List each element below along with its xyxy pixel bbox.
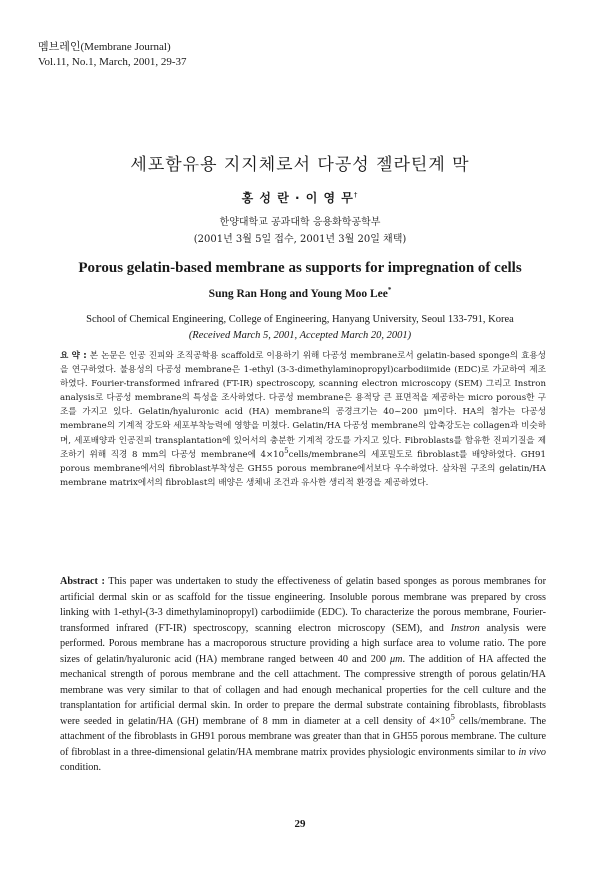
english-abstract-unit: μm <box>390 653 403 665</box>
journal-name: 멤브레인(Membrane Journal) <box>38 41 171 53</box>
korean-authors <box>0 189 600 206</box>
english-affiliation: School of Chemical Engineering, College of Engineering, Hanyang University, Seoul 133-791, Korea <box>86 314 514 325</box>
english-abstract-text-1: This paper was undertaken to study the effectiveness of gelatin based sponges as porous membranes for artificial dermal skin or as scaffold for the tissue engineering. Insoluble porous membrane was prepared by cross linking with 1-ethyl-(3-3 dimethylaminopropyl) carbodiimide (EDC). To characterize the porous membrane, Fourier-transformed infrared (FT-IR) spectroscopy, scanning electron microscopy (SEM), and <box>60 576 546 634</box>
korean-abstract-lead: 요 약 : <box>60 351 87 361</box>
english-affiliation-block <box>0 312 600 344</box>
english-abstract-text-3: . The addition of HA affected the mechanical strength of porous membrane and the cell attachment. The compressive strength of porous gelatin/HA membrane was very similar to that of collagen and had enough mechanical properties for the cell culture and the transplantation for artificial dermal skin. In order to prepare the dermal substrate containing fibroblasts, fibroblasts were seeded in gelatin/HA (GH) membrane of 8 mm in diameter at a cell density of 4×10 <box>60 653 546 727</box>
korean-abstract-unit: μm <box>423 407 438 418</box>
english-author-names: Sung Ran Hong and Young Moo Lee <box>208 288 388 300</box>
korean-author-mark: † <box>353 191 359 199</box>
english-author-mark: * <box>387 286 392 295</box>
page-number: 29 <box>294 818 306 830</box>
english-abstract-text-2: analysis were performed. Porous membrane has a macroporous structure providing a high surface area to volume ratio. The pore sizes of gelatin/hyaluronic acid (HA) membrane ranged between 40 and 200 <box>60 622 546 665</box>
korean-abstract-text-3: cells/membrane의 세포밀도로 fibroblast를 배양하였다. GH91 porous membrane에서의 fibroblast부착성은 GH55 porous membrane에서보다 우수하였다. 삼차원 구조의 gelatin/HA membrane matrix에서의 fibroblast의 배양은 생체내 조건과 유사한 생리적 환경을 제공하였다. <box>60 449 546 488</box>
english-abstract <box>60 574 546 776</box>
korean-dates: (2001년 3월 5일 접수, 2001년 3월 20일 채택) <box>193 234 407 245</box>
english-abstract-in-vivo: in vivo <box>518 746 546 758</box>
korean-abstract <box>60 349 546 490</box>
korean-abstract-text-2: 이다. HA의 첨가는 다공성 membrane의 기계적 강도와 세포부착능력에 영향을 미쳤다. Gelatin/HA 다공성 membrane의 압축강도는 collagen과 비슷하며, 세포배양과 인공진피 transplantation에 있어서의 충분한 기계적 강도를 가지고 있다. Fibroblasts를 함유한 진피기질을 제조하기 위해 직경 8 mm의 다공성 membrane에 4×10 <box>60 407 546 460</box>
journal-header <box>38 40 187 70</box>
korean-title: 세포함유용 지지체로서 다공성 젤라틴계 막 <box>130 155 470 175</box>
english-abstract-lead: Abstract : <box>60 576 105 587</box>
english-abstract-exponent: 5 <box>450 711 455 722</box>
korean-affiliation: 한양대학교 공과대학 응용화학공학부 <box>219 217 381 228</box>
english-dates: (Received March 5, 2001, Accepted March 20, 2001) <box>188 330 412 341</box>
korean-abstract-exponent: 5 <box>284 445 289 455</box>
journal-volume: Vol.11, No.1, March, 2001, 29-37 <box>38 56 187 68</box>
korean-author-names: 홍 성 란 · 이 영 무 <box>241 191 354 205</box>
english-abstract-text-4: cells/membrane. The attachment of the fibroblasts in GH91 porous membrane was greater than that in GH55 porous membrane. The culture of fibroblast in a three-dimensional gelatin/HA membrane matrix provides physiologic environments similar to <box>60 715 547 758</box>
korean-abstract-text-1: 본 논문은 인공 진피와 조직공학용 scaffold로 이용하기 위해 다공성 membrane로서 gelatin-based sponge의 효용성을 연구하였다. 불용성의 다공성 membrane은 1-ethyl (3-3-dimethylaminopropyl)carbodiimide (EDC)로 가교하여 제조하였다. Fourier-transformed infrared (FT-IR) spectroscopy, scanning electron microscopy (SEM) 그리고 Instron analysis로 다공성 membrane의 특성을 조사하였다. 다공성 membrane은 용적당 큰 표면적을 제공하는 micro porous한 구조를 가지고 있다. Gelatin/hyaluronic acid (HA) membrane의 공경크기는 40~200 <box>60 351 546 418</box>
english-title: Porous gelatin-based membrane as supports for impregnation of cells <box>78 260 522 276</box>
english-abstract-instron: Instron <box>450 622 480 634</box>
korean-affiliation-block <box>0 214 600 248</box>
english-abstract-text-5: condition. <box>60 762 102 773</box>
english-authors <box>0 288 600 300</box>
